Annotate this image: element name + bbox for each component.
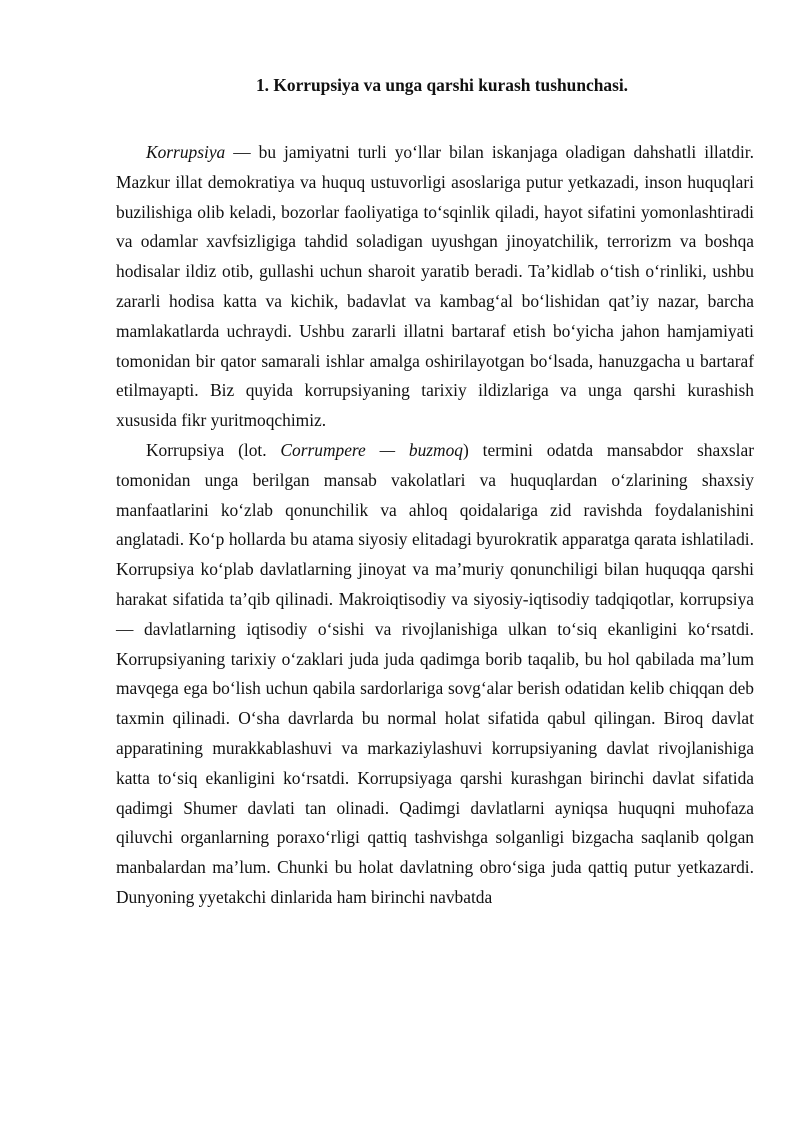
- paragraph-1-text: — bu jamiyatni turli yo‘llar bilan iskanjaga oladigan dahshatli illatdir. Mazkur illat demokratiya va huquq ustuvorligi asoslariga putur yetkazadi, inson huquqlari buzilishiga olib keladi, bozorlar faoliyatiga to‘sqinlik qiladi, hayot sifatini yomonlashtiradi va odamlar xavfsizligiga tahdid soladigan uyushgan jinoyatchilik, terrorizm va boshqa hodisalar ildiz otib, gullashi uchun sharoit yaratib beradi. Ta’kidlab o‘tish o‘rinliki, ushbu zararli hodisa katta va kichik, badavlat va kambag‘al bo‘lishidan qat’iy nazar, barcha mamlakatlarda uchraydi. Ushbu zararli illatni bartaraf etish bo‘yicha jahon hamjamiyati tomonidan bir qator samarali ishlar amalga oshirilayotgan bo‘lsada, hanuzgacha u bartaraf etilmayapti. Biz quyida korrupsiyaning tarixiy ildizlariga va unga qarshi kurashish xususida fikr yuritmoqchimiz.: [116, 142, 754, 431]
- term-corrumpere: Corrumpere — buzmoq: [280, 439, 464, 460]
- term-korrupsiya: Korrupsiya: [146, 142, 226, 162]
- paragraph-2-lead: Korrupsiya (lot.: [146, 439, 281, 460]
- paragraph-2: [116, 436, 754, 913]
- document-page: [116, 70, 754, 913]
- paragraph-2-text: ) termini odatda mansabdor shaxslar tomonidan unga berilgan mansab vakolatlari va huquqlardan o‘zlarining shaxsiy manfaatlarini ko‘zlab qonunchilik va ahloq qoidalariga zid ravishda foydalanishini anglatadi. Ko‘p hollarda bu atama siyosiy elitadagi byurokratik apparatga qarata ishlatiladi. Korrupsiya ko‘plab davlatlarning jinoyat va ma’muriy qonunchiligi bilan huquqqa qarshi harakat sifatida ta’qib qilinadi. Makroiqtisodiy va siyosiy-iqtisodiy tadqiqotlar, korrupsiya — davlatlarning iqtisodiy o‘sishi va rivojlanishiga ulkan to‘siq ekanligini ko‘rsatdi. Korrupsiyaning tarixiy o‘zaklari juda juda qadimga borib taqalib, bu hol qabilada ma’lum mavqega ega bo‘lish uchun qabila sardorlariga sovg‘alar berish odatidan kelib chiqqan deb taxmin qilinadi. O‘sha davrlarda bu normal holat sifatida qabul qilingan. Biroq davlat apparatining murakkablashuvi va markaziylashuvi korrupsiyaning davlat rivojlanishiga katta to‘siq ekanligini ko‘rsatdi. Korrupsiyaga qarshi kurashgan birinchi davlat sifatida qadimgi Shumer davlati tan olinadi. Qadimgi davlatlarni ayniqsa huquqni muhofaza qiluvchi organlarning poraxo‘rligi qattiq tashvishga solganligi bizgacha saqlanib qolgan manbalardan ma’lum. Chunki bu holat davlatning obro‘siga juda qattiq putur yetkazardi. Dunyoning yyetakchi dinlarida ham birinchi navbatda: [116, 439, 755, 907]
- page-title: 1. Korrupsiya va unga qarshi kurash tushunchasi.: [255, 75, 629, 95]
- paragraph-1: [116, 138, 754, 436]
